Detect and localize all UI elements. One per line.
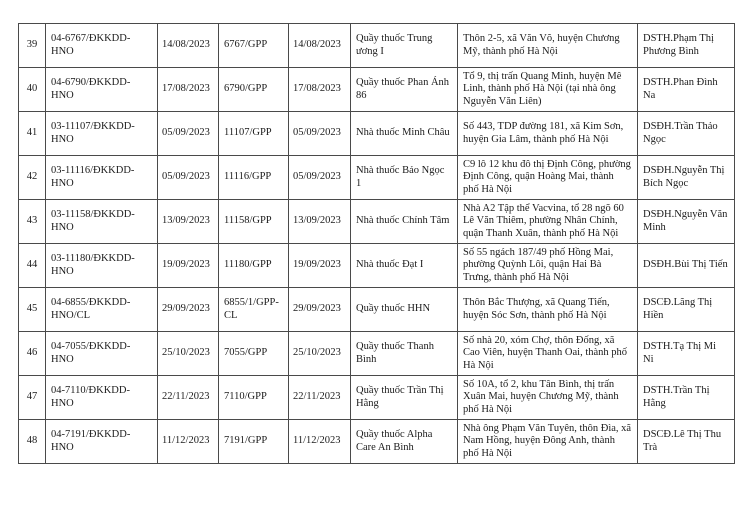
table-row bbox=[19, 244, 735, 288]
cell-pharmacist: DSCĐ.Lãng Thị Hiền bbox=[638, 288, 735, 332]
cell-name: Quầy thuốc Thanh Bình bbox=[351, 332, 458, 376]
cell-address: Nhà A2 Tập thể Vacvina, tổ 28 ngõ 60 Lê Văn Thiêm, phường Nhân Chính, quận Thanh Xuân, thành phố Hà Nội bbox=[458, 200, 638, 244]
cell-code: 03-11107/ĐKKDD-HNO bbox=[46, 112, 158, 156]
cell-stt: 45 bbox=[19, 288, 46, 332]
cell-date1: 25/10/2023 bbox=[158, 332, 219, 376]
cell-stt: 41 bbox=[19, 112, 46, 156]
cell-name: Nhà thuốc Chính Tâm bbox=[351, 200, 458, 244]
cell-date1: 05/09/2023 bbox=[158, 112, 219, 156]
cell-date2: 05/09/2023 bbox=[289, 112, 351, 156]
cell-date1: 13/09/2023 bbox=[158, 200, 219, 244]
cell-gpp: 7191/GPP bbox=[219, 420, 289, 464]
cell-date1: 05/09/2023 bbox=[158, 156, 219, 200]
cell-stt: 47 bbox=[19, 376, 46, 420]
pharmacy-registration-table-body bbox=[19, 24, 735, 464]
cell-pharmacist: DSTH.Phan Đình Na bbox=[638, 68, 735, 112]
cell-name: Quầy thuốc Phan Ánh 86 bbox=[351, 68, 458, 112]
cell-pharmacist: DSCĐ.Lê Thị Thu Trà bbox=[638, 420, 735, 464]
cell-address: Tổ 9, thị trấn Quang Minh, huyện Mê Linh, thành phố Hà Nội (tại nhà ông Nguyễn Văn Liên) bbox=[458, 68, 638, 112]
cell-date1: 14/08/2023 bbox=[158, 24, 219, 68]
cell-address: C9 lô 12 khu đô thị Định Công, phường Định Công, quận Hoàng Mai, thành phố Hà Nội bbox=[458, 156, 638, 200]
table-row bbox=[19, 68, 735, 112]
cell-name: Quầy thuốc Alpha Care An Bình bbox=[351, 420, 458, 464]
cell-date2: 22/11/2023 bbox=[289, 376, 351, 420]
cell-gpp: 11116/GPP bbox=[219, 156, 289, 200]
cell-address: Số 443, TDP đường 181, xã Kim Sơn, huyện Gia Lâm, thành phố Hà Nội bbox=[458, 112, 638, 156]
cell-date2: 19/09/2023 bbox=[289, 244, 351, 288]
cell-date2: 17/08/2023 bbox=[289, 68, 351, 112]
cell-stt: 46 bbox=[19, 332, 46, 376]
cell-pharmacist: DSĐH.Bùi Thị Tiến bbox=[638, 244, 735, 288]
cell-gpp: 6790/GPP bbox=[219, 68, 289, 112]
cell-date2: 13/09/2023 bbox=[289, 200, 351, 244]
cell-code: 04-7055/ĐKKDD-HNO bbox=[46, 332, 158, 376]
cell-stt: 42 bbox=[19, 156, 46, 200]
table-row bbox=[19, 288, 735, 332]
cell-code: 04-6767/ĐKKDD-HNO bbox=[46, 24, 158, 68]
cell-gpp: 11107/GPP bbox=[219, 112, 289, 156]
table-row bbox=[19, 376, 735, 420]
cell-code: 04-6790/ĐKKDD-HNO bbox=[46, 68, 158, 112]
cell-code: 03-11116/ĐKKDD-HNO bbox=[46, 156, 158, 200]
cell-gpp: 7055/GPP bbox=[219, 332, 289, 376]
table-row bbox=[19, 332, 735, 376]
table-row bbox=[19, 156, 735, 200]
cell-stt: 43 bbox=[19, 200, 46, 244]
table-row bbox=[19, 112, 735, 156]
cell-address: Thôn 2-5, xã Văn Võ, huyện Chương Mỹ, thành phố Hà Nội bbox=[458, 24, 638, 68]
cell-date1: 22/11/2023 bbox=[158, 376, 219, 420]
cell-address: Số 10A, tổ 2, khu Tân Bình, thị trấn Xuân Mai, huyện Chương Mỹ, thành phố Hà Nội bbox=[458, 376, 638, 420]
cell-name: Quầy thuốc Trần Thị Hằng bbox=[351, 376, 458, 420]
cell-name: Nhà thuốc Minh Châu bbox=[351, 112, 458, 156]
cell-pharmacist: DSĐH.Nguyễn Thị Bích Ngọc bbox=[638, 156, 735, 200]
cell-gpp: 6767/GPP bbox=[219, 24, 289, 68]
cell-code: 03-11180/ĐKKDD-HNO bbox=[46, 244, 158, 288]
cell-date2: 11/12/2023 bbox=[289, 420, 351, 464]
cell-code: 04-6855/ĐKKDD-HNO/CL bbox=[46, 288, 158, 332]
cell-gpp: 7110/GPP bbox=[219, 376, 289, 420]
table-row bbox=[19, 200, 735, 244]
cell-stt: 40 bbox=[19, 68, 46, 112]
cell-date2: 05/09/2023 bbox=[289, 156, 351, 200]
cell-address: Số nhà 20, xóm Chợ, thôn Đống, xã Cao Viên, huyện Thanh Oai, thành phố Hà Nội bbox=[458, 332, 638, 376]
cell-gpp: 11180/GPP bbox=[219, 244, 289, 288]
cell-date1: 29/09/2023 bbox=[158, 288, 219, 332]
cell-address: Thôn Bắc Thượng, xã Quang Tiến, huyện Sóc Sơn, thành phố Hà Nội bbox=[458, 288, 638, 332]
cell-name: Nhà thuốc Đạt I bbox=[351, 244, 458, 288]
cell-date1: 19/09/2023 bbox=[158, 244, 219, 288]
pharmacy-registration-table bbox=[18, 23, 735, 464]
cell-address: Nhà ông Phạm Văn Tuyên, thôn Đìa, xã Nam Hồng, huyện Đông Anh, thành phố Hà Nội bbox=[458, 420, 638, 464]
cell-name: Quầy thuốc Trung ương I bbox=[351, 24, 458, 68]
cell-date1: 11/12/2023 bbox=[158, 420, 219, 464]
cell-pharmacist: DSTH.Tạ Thị Mi Ni bbox=[638, 332, 735, 376]
cell-code: 04-7110/ĐKKDD-HNO bbox=[46, 376, 158, 420]
cell-stt: 44 bbox=[19, 244, 46, 288]
cell-date2: 25/10/2023 bbox=[289, 332, 351, 376]
cell-pharmacist: DSĐH.Trần Thảo Ngọc bbox=[638, 112, 735, 156]
cell-name: Nhà thuốc Bảo Ngọc 1 bbox=[351, 156, 458, 200]
cell-address: Số 55 ngách 187/49 phố Hồng Mai, phường Quỳnh Lôi, quận Hai Bà Trưng, thành phố Hà Nội bbox=[458, 244, 638, 288]
table-row bbox=[19, 24, 735, 68]
cell-stt: 48 bbox=[19, 420, 46, 464]
cell-pharmacist: DSTH.Trần Thị Hằng bbox=[638, 376, 735, 420]
cell-gpp: 6855/1/GPP-CL bbox=[219, 288, 289, 332]
cell-date1: 17/08/2023 bbox=[158, 68, 219, 112]
cell-code: 03-11158/ĐKKDD-HNO bbox=[46, 200, 158, 244]
cell-name: Quầy thuốc HHN bbox=[351, 288, 458, 332]
cell-gpp: 11158/GPP bbox=[219, 200, 289, 244]
table-row bbox=[19, 420, 735, 464]
cell-date2: 29/09/2023 bbox=[289, 288, 351, 332]
cell-pharmacist: DSTH.Phạm Thị Phương Bình bbox=[638, 24, 735, 68]
cell-stt: 39 bbox=[19, 24, 46, 68]
cell-pharmacist: DSĐH.Nguyễn Văn Minh bbox=[638, 200, 735, 244]
cell-code: 04-7191/ĐKKDD-HNO bbox=[46, 420, 158, 464]
cell-date2: 14/08/2023 bbox=[289, 24, 351, 68]
